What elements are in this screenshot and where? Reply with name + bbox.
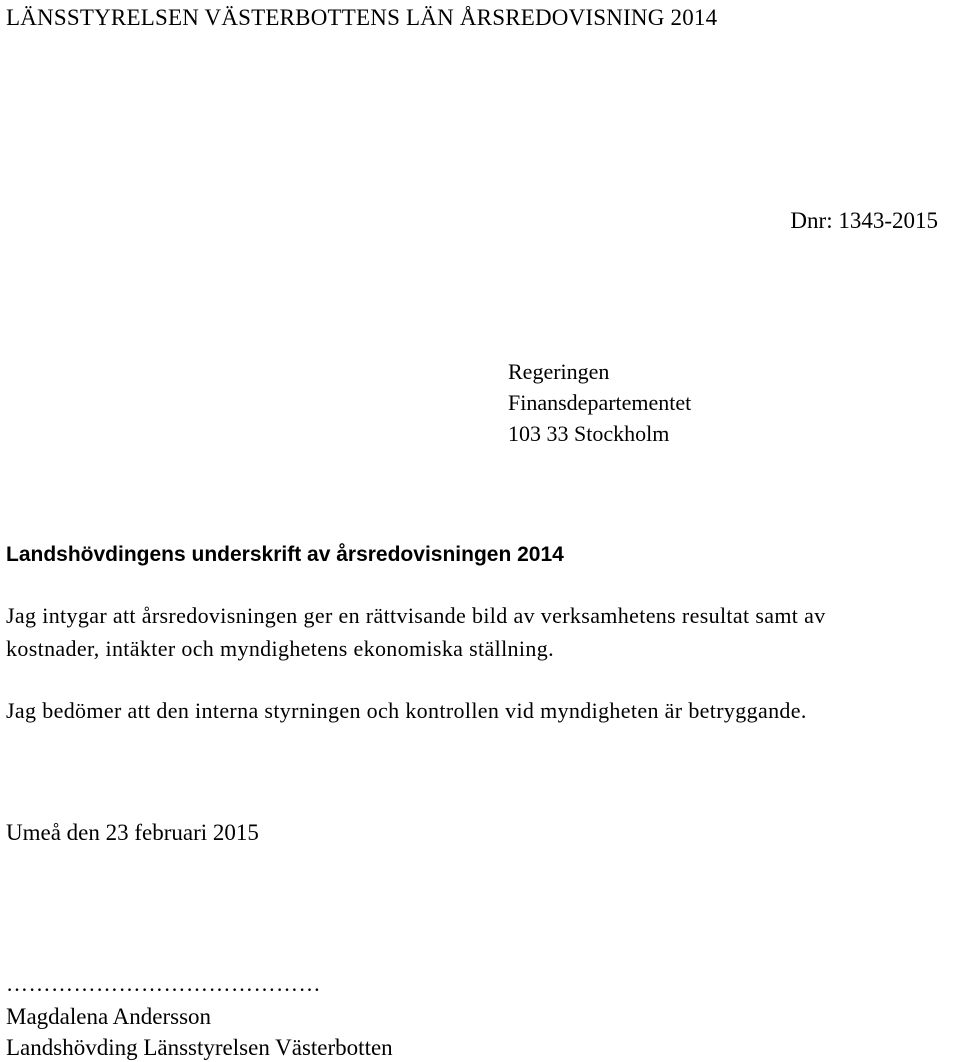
document-heading: Landshövdingens underskrift av årsredovisningen 2014: [6, 543, 564, 566]
recipient-line-3: 103 33 Stockholm: [508, 421, 670, 446]
signature-line: ……………………………………: [6, 971, 321, 996]
recipient-line-2: Finansdepartementet: [508, 390, 692, 415]
place-and-date: Umeå den 23 februari 2015: [6, 820, 259, 845]
recipient-line-1: Regeringen: [508, 359, 610, 384]
reference-number: Dnr: 1343-2015: [790, 208, 938, 233]
paragraph-1-line-2: kostnader, intäkter och myndighetens ekonomiska ställning.: [6, 636, 554, 661]
paragraph-1-line-1: Jag intygar att årsredovisningen ger en rättvisande bild av verksamhetens resultat samt av: [6, 603, 826, 628]
signatory-name: Magdalena Andersson: [6, 1004, 212, 1029]
recipient-address: [508, 361, 691, 454]
paragraph-2: Jag bedömer att den interna styrningen och kontrollen vid myndigheten är betryggande.: [6, 698, 807, 723]
signatory-title: Landshövding Länsstyrelsen Västerbotten: [6, 1035, 393, 1060]
document-header: LÄNSSTYRELSEN VÄSTERBOTTENS LÄN ÅRSREDOVISNING 2014: [6, 5, 718, 30]
